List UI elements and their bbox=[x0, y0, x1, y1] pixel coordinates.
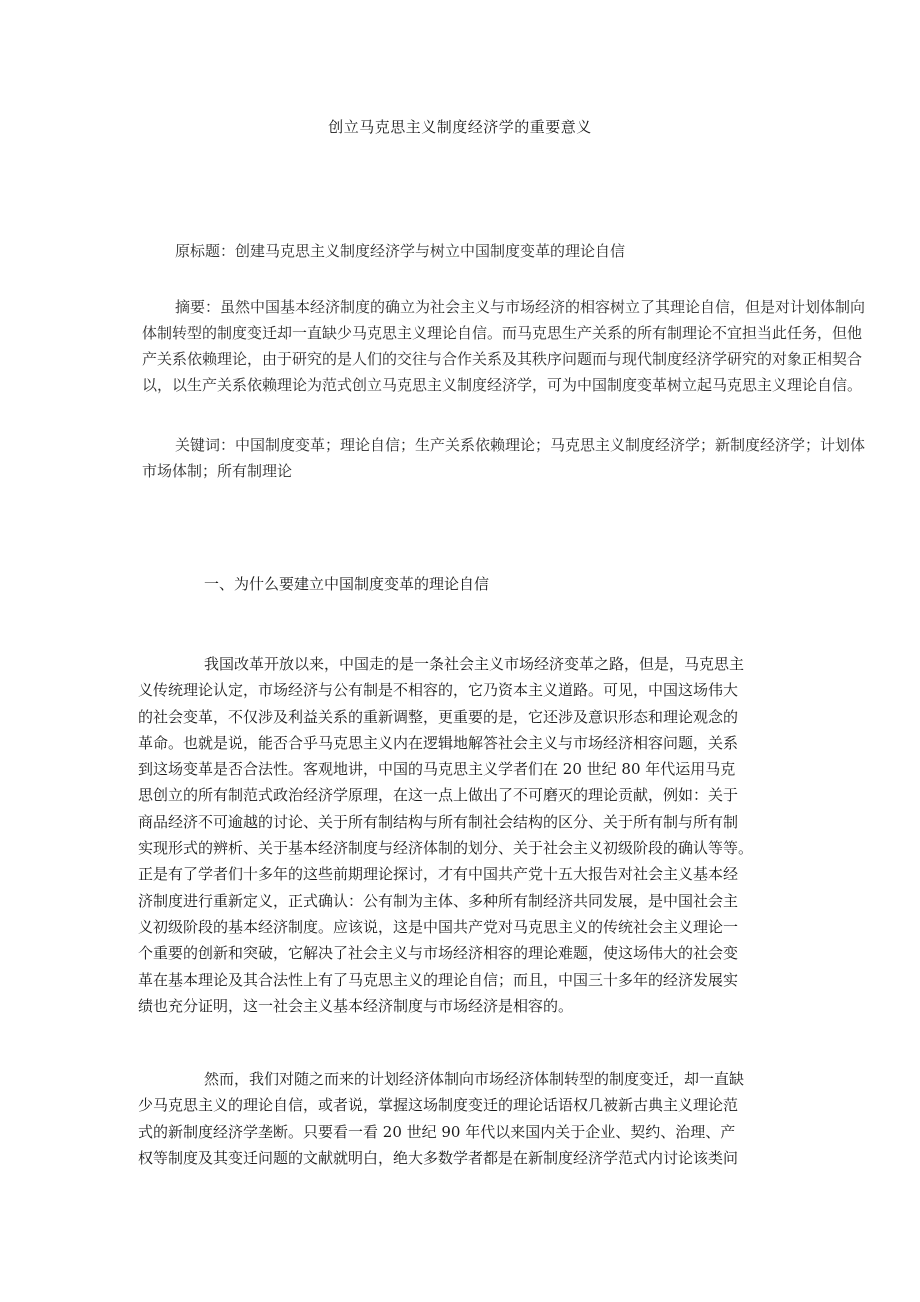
paragraph-1 bbox=[138, 651, 784, 1019]
abstract-line: 摘要：虽然中国基本经济制度的确立为社会主义与市场经济的相容树立了其理论自信，但是对计划体制向 bbox=[175, 298, 866, 316]
paragraph-line: 济制度进行重新定义，正式确认：公有制为主体、多种所有制经济共同发展，是中国社会主 bbox=[138, 891, 739, 910]
keywords-line: 关键词：中国制度变革；理论自信；生产关系依赖理论；马克思主义制度经济学；新制度经济学；计划体 bbox=[175, 436, 866, 454]
paragraph-line: 式的新制度经济学垄断。只要看一看 20 世纪 90 年代以来国内关于企业、契约、治理、产 bbox=[138, 1122, 736, 1141]
paragraph-line: 到这场变革是否合法性。客观地讲，中国的马克思主义学者们在 20 世纪 80 年代运用马克 bbox=[138, 760, 736, 779]
paragraph-line: 革命。也就是说，能否合乎马克思主义内在逻辑地解答社会主义与市场经济相容问题，关系 bbox=[138, 733, 739, 752]
keywords bbox=[142, 432, 865, 484]
paragraph-line: 义初级阶段的基本经济制度。应该说，这是中国共产党对马克思主义的传统社会主义理论一 bbox=[138, 917, 739, 936]
abstract-line: 产关系依赖理论，由于研究的是人们的交往与合作关系及其秩序问题而与现代制度经济学研究的对象正相契合 bbox=[142, 350, 863, 368]
paragraph-line: 权等制度及其变迁问题的文献就明白，绝大多数学者都是在新制度经济学范式内讨论该类问 bbox=[138, 1148, 739, 1167]
paragraph-line: 实现形式的辨析、关于基本经济制度与经济体制的划分、关于社会主义初级阶段的确认等等。 bbox=[138, 839, 754, 858]
paragraph-line: 绩也充分证明，这一社会主义基本经济制度与市场经济是相容的。 bbox=[138, 996, 574, 1015]
paragraph-line: 然而，我们对随之而来的计划经济体制向市场经济体制转型的制度变迁，却一直缺 bbox=[204, 1070, 745, 1088]
abstract-line: 以，以生产关系依赖理论为范式创立马克思主义制度经济学，可为中国制度变革树立起马克思主义理论自信。 bbox=[142, 376, 863, 394]
paragraph-2 bbox=[138, 1066, 784, 1171]
paragraph-line: 少马克思主义的理论自信，或者说，掌握这场制度变迁的理论话语权几被新古典主义理论范 bbox=[138, 1096, 739, 1115]
keywords-line: 市场体制；所有制理论 bbox=[142, 462, 293, 480]
paragraph-line: 个重要的创新和突破，它解决了社会主义与市场经济相容的理论难题，使这场伟大的社会变 bbox=[138, 944, 739, 963]
paragraph-line: 革在基本理论及其合法性上有了马克思主义的理论自信；而且，中国三十多年的经济发展实 bbox=[138, 970, 739, 989]
paragraph-line: 思创立的所有制范式政治经济学原理，在这一点上做出了不可磨灭的理论贡献，例如：关于 bbox=[138, 786, 739, 805]
section-heading: 一、为什么要建立中国制度变革的理论自信 bbox=[204, 575, 490, 593]
paragraph-line: 我国改革开放以来，中国走的是一条社会主义市场经济变革之路，但是，马克思主 bbox=[204, 655, 745, 673]
document-title: 创立马克思主义制度经济学的重要意义 bbox=[328, 118, 592, 136]
abstract bbox=[142, 294, 865, 398]
paragraph-line: 义传统理论认定，市场经济与公有制是不相容的，它乃资本主义道路。可见，中国这场伟大 bbox=[138, 681, 739, 700]
paragraph-line: 商品经济不可逾越的讨论、关于所有制结构与所有制社会结构的区分、关于所有制与所有制 bbox=[138, 812, 739, 831]
paragraph-line: 的社会变革，不仅涉及利益关系的重新调整，更重要的是，它还涉及意识形态和理论观念的 bbox=[138, 707, 739, 726]
original-title: 原标题：创建马克思主义制度经济学与树立中国制度变革的理论自信 bbox=[175, 242, 626, 260]
paragraph-line: 正是有了学者们十多年的这些前期理论探讨，才有中国共产党十五大报告对社会主义基本经 bbox=[138, 865, 739, 884]
abstract-line: 体制转型的制度变迁却一直缺少马克思主义理论自信。而马克思生产关系的所有制理论不宜担当此任务，但他 bbox=[142, 324, 863, 342]
